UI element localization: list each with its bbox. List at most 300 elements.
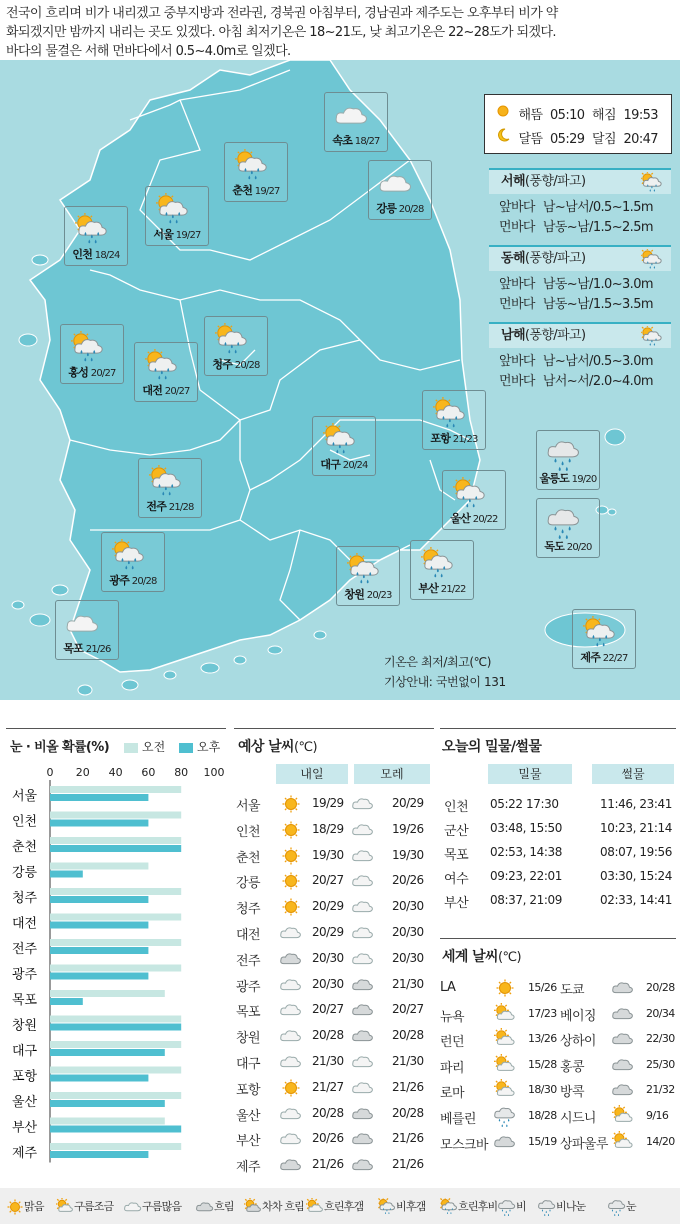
precip-unit: (%) [85,740,110,755]
map-city-10 [138,458,202,518]
precip-bar-pm [50,922,148,929]
forecast-temp-dayafter: 20/30 [392,950,424,965]
tide-row [440,866,674,888]
map-city-temp: 21/26 [85,644,111,655]
tide-row [440,890,674,912]
legend-item [306,1198,363,1216]
cloud-dark-icon [352,974,374,999]
precip-tick-label: 80 [174,766,189,779]
legend-label: 눈 [626,1200,636,1213]
precip-tick-label: 0 [46,766,54,779]
forecast-city: 강릉 [236,876,260,892]
map-city-label [65,246,127,262]
cloud-icon [280,1128,302,1153]
cloud-rain-icon [498,1200,516,1213]
precip-chart [0,780,230,1180]
cloud-icon [352,1051,374,1076]
world-temp: 13/26 [528,1032,557,1046]
sun-icon [280,896,302,921]
precip-bar-am [50,1041,181,1048]
tide-flood: 09:23, 22:01 [490,869,562,883]
precip-bar-pm [50,1024,181,1031]
map-city-name: 목포 [63,642,84,655]
tide-flood: 02:53, 14:38 [490,845,562,859]
moonset-label: 달짐 [592,132,616,147]
tide-flood: 05:22 17:30 [490,797,559,811]
intro-line: 화되겠지만 밤까지 내리는 곳도 있겠다. 아침 최저기온은 18~21도, 낮 최고기온은 22~28도가 되겠다. [6,25,556,40]
forecast-temp-dayafter: 20/28 [392,1028,424,1043]
temp-note: 기온은 최저/최고(℃) [384,655,492,669]
precip-city-label: 제주 [12,1146,38,1161]
forecast-col-tomorrow: 내일 [276,764,348,784]
precip-bar-am [50,990,165,997]
sea-south [489,322,671,392]
forecast-temp-dayafter: 20/28 [392,1105,424,1120]
precip-bar-pm [50,1100,165,1107]
map-city-name: 독도 [544,540,565,553]
world-city: 베이징 [560,1008,596,1024]
map-city-temp: 21/28 [168,502,194,513]
map-city-13 [336,546,400,606]
forecast-city: 대전 [236,928,260,943]
moon-times [495,127,658,147]
forecast-temp-tomorrow: 19/30 [312,847,344,862]
legend-label: 차차 흐림 [262,1200,305,1213]
cloud-rain-icon [641,172,663,203]
map-city-label [369,200,431,216]
map-city-15 [536,430,600,490]
cloud-icon [352,845,374,870]
legend-label: 구름조금 [74,1200,114,1213]
precip-tick-label: 20 [75,766,90,779]
cloud-icon [280,999,302,1024]
forecast-temp-tomorrow: 20/28 [312,1105,344,1120]
tides-title: 오늘의 밀물/썰물 [442,739,542,755]
map-city-5 [60,324,124,384]
forecast-temp-dayafter: 21/26 [392,1131,424,1146]
cloud-dark-icon [352,1128,374,1153]
legend-item [538,1198,585,1216]
cloud-rain-icon [494,1105,516,1130]
map-city-temp: 21/22 [440,584,466,595]
precip-city-label: 춘천 [12,840,38,855]
sun-times [495,103,658,123]
precip-bar-pm [50,845,181,852]
legend-item [196,1198,234,1216]
sea-east [489,245,671,315]
sea-row-value: 남동~남/1.5~2.5m [542,220,653,235]
sunset-label: 해짐 [592,108,616,123]
sea-row-label: 먼바다 [499,220,535,235]
map-city-temp: 19/27 [175,230,201,241]
legend-label: 비 [516,1200,526,1213]
legend-item [244,1198,304,1216]
world-row [440,1104,674,1128]
legend-item [378,1198,425,1216]
forecast-row [236,1127,436,1151]
cloud-icon [124,1200,142,1213]
section-rule [440,728,676,729]
world-city: 파리 [440,1060,464,1076]
tide-city: 여수 [444,872,469,887]
cloud-rain-icon [641,249,663,280]
world-unit: (℃) [497,950,521,965]
sun-cloud-rain-icon [378,1200,396,1213]
cloud-dark-icon [612,1003,634,1028]
tides-col-flood: 밀물 [488,764,572,784]
legend-label: 구름많음 [142,1200,182,1213]
sea-row-value: 남~남서/0.5~1.5m [542,200,653,215]
map-city-name: 울릉도 [539,472,569,485]
forecast-city: 광주 [236,979,260,995]
map-city-label [325,132,387,148]
cloud-dark-icon [612,1079,634,1104]
forecast-city: 인천 [236,824,260,840]
forecast-city: 울산 [236,1108,260,1124]
map-city-label [537,538,599,554]
cloud-dark-icon [494,1131,516,1156]
world-row [440,1002,674,1026]
map-city-temp: 20/23 [366,590,392,601]
precip-city-label: 광주 [12,967,38,983]
map-city-temp: 18/27 [354,136,380,147]
forecast-row [236,973,436,997]
cloud-dark-icon [612,1028,634,1053]
forecast-unit: (℃) [293,740,317,755]
precip-bar-am [50,939,181,946]
map-city-temp: 20/28 [131,576,157,587]
sun-icon [280,819,302,844]
map-city-label [313,456,375,472]
world-temp: 15/26 [528,981,557,994]
map-city-17 [55,600,119,660]
sun-cloud-icon [56,1200,74,1213]
legend-label: 비후갬 [396,1200,426,1213]
icon-legend-bar [0,1188,680,1224]
map-notes [384,652,506,692]
forecast-temp-tomorrow: 21/27 [312,1079,344,1094]
phone-note: 기상안내: 국번없이 131 [384,675,506,689]
forecast-temp-tomorrow: 21/26 [312,1157,344,1172]
cloud-rain-icon [538,1200,556,1213]
map-city-temp: 20/27 [164,386,190,397]
legend-item [56,1198,113,1216]
sea-subtitle: (풍향/파고) [524,174,586,189]
precip-city-label: 강릉 [12,865,38,881]
legend-pm-swatch [179,743,193,753]
tide-city: 부산 [444,896,469,911]
map-city-label [135,382,197,398]
cloud-dark-icon [280,1154,302,1179]
precip-bar-pm [50,1049,165,1056]
map-city-name: 인천 [72,248,93,261]
forecast-temp-dayafter: 20/26 [392,873,424,888]
forecast-temp-tomorrow: 20/27 [312,873,344,888]
precip-bar-pm [50,1075,148,1082]
forecast-row [236,869,436,893]
sea-name: 서해 [501,174,525,189]
tide-city: 인천 [444,800,469,815]
legend-am-swatch [124,743,138,753]
cloud-icon [352,870,374,895]
forecast-temp-dayafter: 20/29 [392,796,424,810]
world-city: 뉴욕 [440,1009,464,1025]
map-city-label [61,364,123,380]
world-city: 상파울루 [560,1136,608,1152]
cloud-dark-icon [352,1154,374,1179]
forecast-col-dayafter: 모레 [354,764,430,784]
map-city-temp: 19/27 [254,186,280,197]
forecast-temp-dayafter: 21/30 [392,1054,424,1068]
cloud-icon [280,1025,302,1050]
forecast-temp-dayafter: 21/30 [392,976,424,991]
map-city-1 [224,142,288,202]
sea-name: 남해 [501,328,525,343]
precip-title [10,736,109,755]
map-city-18 [572,609,636,669]
forecast-city: 포항 [236,1082,260,1098]
precip-city-label: 포항 [12,1069,38,1085]
forecast-temp-tomorrow: 20/28 [312,1028,344,1043]
tides-col-ebb: 썰물 [592,764,674,784]
precip-bar-pm [50,1126,181,1133]
legend-am-label: 오전 [142,740,166,754]
cloud-icon [352,948,374,973]
map-city-name: 홍성 [68,366,89,379]
world-temp: 21/32 [646,1083,675,1097]
world-title [442,946,521,966]
precip-city-label: 전주 [12,942,38,957]
sea-west [489,168,671,238]
precip-bar-am [50,1016,181,1023]
forecast-city: 춘천 [236,850,260,866]
cloud-dark-icon [196,1200,214,1213]
world-temp: 22/30 [646,1032,675,1046]
section-rule [234,728,434,729]
tide-city: 목포 [444,848,469,863]
world-city: 모스크바 [440,1137,488,1153]
forecast-row [236,818,436,842]
forecast-city: 창원 [236,1031,260,1047]
moonset-time: 20:47 [623,132,658,147]
forecast-temp-tomorrow: 19/29 [312,796,344,810]
cloud-dark-icon [352,1025,374,1050]
precip-bar-am [50,837,181,844]
precip-city-label: 울산 [12,1095,38,1110]
moonrise-label: 달뜸 [518,132,543,147]
cloud-icon [352,896,374,921]
cloud-dark-icon [612,1054,634,1079]
forecast-city: 목포 [236,1005,260,1021]
legend-label: 비나눈 [556,1200,586,1213]
sea-row-value: 남서~서/2.0~4.0m [542,374,653,389]
forecast-city: 청주 [236,902,260,918]
forecast-temp-dayafter: 19/30 [392,847,424,862]
sun-cloud-icon [306,1200,324,1213]
world-temp: 18/30 [528,1083,557,1097]
sea-name: 동해 [501,251,525,266]
forecast-temp-tomorrow: 20/29 [312,925,344,939]
map-city-label [411,580,473,596]
sun-moon-box [484,94,672,154]
map-city-12 [101,532,165,592]
world-city: 도쿄 [560,983,584,998]
forecast-row [236,1024,436,1048]
world-city: 로마 [440,1086,464,1102]
map-city-14 [410,540,474,600]
tide-ebb: 08:07, 19:56 [600,845,672,859]
precip-city-label: 청주 [12,891,38,906]
cloud-dark-icon [280,948,302,973]
legend-label: 맑음 [24,1200,44,1213]
sun-icon [280,845,302,870]
intro-line: 전국이 흐리며 비가 내리겠고 중부지방과 전라권, 경북권 아침부터, 경남권과 제주도는 오후부터 비가 약 [6,6,558,21]
cloud-dark-icon [612,977,634,1002]
sea-row-label: 앞바다 [499,277,535,292]
map-city-temp: 20/27 [90,368,116,379]
forecast-row [236,1050,436,1074]
precip-city-label: 목포 [12,993,38,1008]
cloud-rain-icon [608,1200,626,1213]
sea-row-label: 먼바다 [499,297,535,312]
map-city-8 [422,390,486,450]
forecast-row [236,1153,436,1177]
forecast-city: 부산 [236,1134,260,1150]
forecast-row [236,947,436,971]
forecast-temp-tomorrow: 20/30 [312,950,344,965]
section-rule [6,728,226,729]
precip-bar-am [50,914,181,921]
world-temp: 15/19 [528,1134,557,1148]
tide-ebb: 10:23, 21:14 [600,821,672,835]
forecast-temp-tomorrow: 20/29 [312,899,344,914]
world-city: LA [440,980,456,995]
cloud-icon [352,922,374,947]
map-city-label [56,640,118,656]
forecast-temp-dayafter: 20/27 [392,1002,424,1017]
cloud-icon [280,1051,302,1076]
legend-label: 흐린후갬 [324,1200,364,1213]
forecast-title-text: 예상 날씨 [238,739,294,755]
forecast-temp-dayafter: 21/26 [392,1079,424,1094]
world-city: 상하이 [560,1034,596,1050]
forecast-row [236,1102,436,1126]
sun-icon [495,103,511,119]
sun-icon [494,977,516,1002]
precip-bar-pm [50,1151,148,1158]
precip-bar-pm [50,973,148,980]
cloud-icon [352,1077,374,1102]
sea-row-label: 앞바다 [499,200,535,215]
sunset-time: 19:53 [623,108,658,123]
map-city-label [205,356,267,372]
world-temp: 18/28 [528,1109,557,1122]
sun-cloud-icon [494,1054,516,1079]
map-city-name: 광주 [109,574,130,587]
map-city-label [423,430,485,446]
moon-icon [495,127,511,143]
tide-flood: 03:48, 15:50 [490,821,562,835]
map-city-0 [324,92,388,152]
tide-flood: 08:37, 21:09 [490,893,562,907]
map-city-label [225,182,287,198]
legend-label: 흐림 [214,1200,234,1213]
cloud-rain-icon [641,326,663,357]
map-city-name: 청주 [212,358,233,371]
precip-bar-am [50,786,181,793]
tide-row [440,818,674,840]
sun-cloud-icon [612,1105,634,1130]
world-row [440,1078,674,1102]
map-city-label [139,498,201,514]
legend-item [124,1198,181,1216]
world-row [440,1130,674,1154]
map-city-name: 춘천 [232,184,253,197]
tide-ebb: 02:33, 14:41 [600,893,672,907]
map-city-temp: 20/28 [398,204,424,215]
cloud-icon [280,1103,302,1128]
map-city-label [337,586,399,602]
cloud-icon [280,974,302,999]
forecast-temp-tomorrow: 21/30 [312,1054,344,1068]
map-city-name: 포항 [430,432,451,445]
cloud-icon [352,793,374,818]
precip-bar-am [50,1092,181,1099]
world-temp: 17/23 [528,1006,557,1020]
sea-subtitle: (풍향/파고) [524,251,586,266]
world-row [440,1027,674,1051]
sun-cloud-rain-icon [440,1200,458,1213]
sun-icon [280,870,302,895]
sea-row-label: 앞바다 [499,354,535,369]
map-city-temp: 19/20 [571,474,597,485]
world-city: 방콕 [560,1085,584,1101]
map-city-16 [536,498,600,558]
forecast-title [238,736,317,756]
precip-tick-label: 40 [108,766,123,779]
map-city-4 [64,206,128,266]
map-city-3 [145,186,209,246]
precip-city-label: 창원 [12,1018,38,1034]
forecast-city: 대구 [236,1057,260,1072]
world-city: 시드니 [560,1111,596,1126]
cloud-icon [352,819,374,844]
world-row [440,976,674,1000]
precip-city-label: 서울 [12,789,38,804]
precip-bar-am [50,1067,181,1074]
forecast-city: 제주 [236,1160,260,1176]
forecast-temp-dayafter: 20/30 [392,899,424,914]
sun-cloud-icon [494,1028,516,1053]
precip-bar-pm [50,871,83,878]
map-city-label [443,510,505,526]
forecast-temp-dayafter: 19/26 [392,821,424,836]
precip-bar-am [50,888,181,895]
intro-text [6,4,674,61]
world-temp: 9/16 [646,1109,669,1122]
precip-city-label: 부산 [12,1120,38,1136]
sea-row-label: 먼바다 [499,374,535,389]
tide-ebb: 11:46, 23:41 [600,797,672,811]
forecast-row [236,792,436,816]
legend-item [608,1198,636,1216]
map-city-temp: 20/20 [566,542,592,553]
forecast-temp-tomorrow: 18/29 [312,821,344,836]
map-city-7 [204,316,268,376]
world-temp: 25/30 [646,1057,675,1071]
tide-ebb: 03:30, 15:24 [600,869,672,883]
cloud-dark-icon [352,999,374,1024]
